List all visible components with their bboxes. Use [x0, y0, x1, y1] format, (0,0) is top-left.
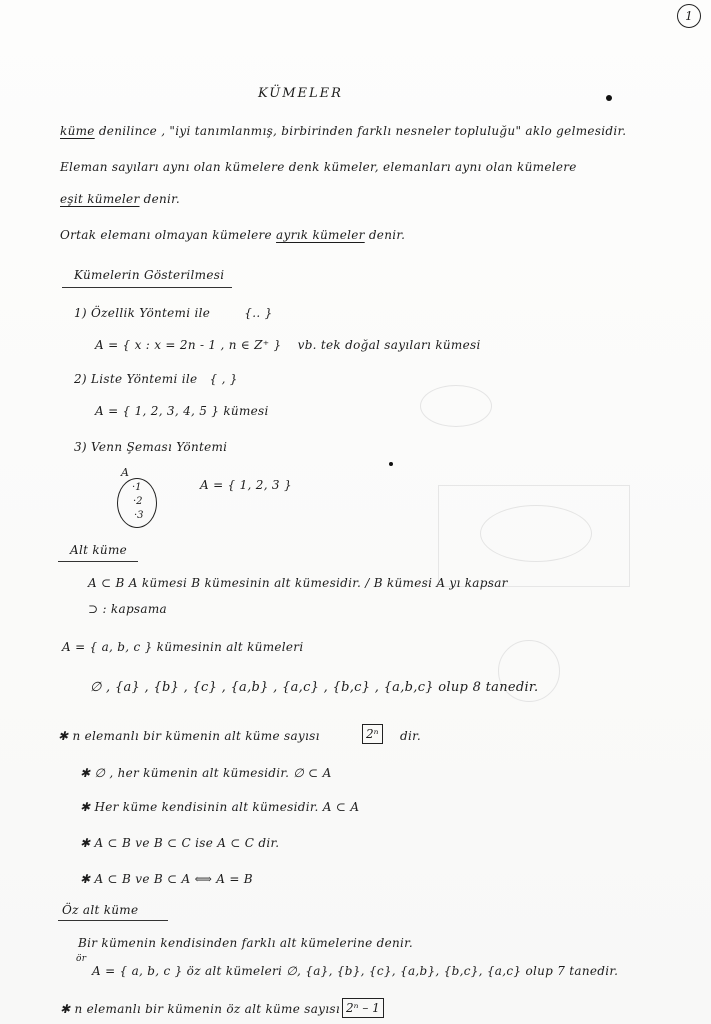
method2-line	[74, 372, 238, 386]
proper-subset-example: A = { a, b, c } öz alt kümeleri ∅, {a}, {b}, {c}, {a,b}, {b,c}, {a,c} olup 7 tanedir.	[92, 964, 619, 978]
definition-line	[60, 124, 626, 138]
method2-braces: { , }	[209, 372, 238, 386]
page-title: KÜMELER	[258, 86, 343, 101]
subset-definition: A ⊂ B A kümesi B kümesinin alt kümesidir. / B kümesi A yı kapsar	[88, 576, 508, 590]
rule-subset-count-suffix: dir.	[400, 729, 421, 743]
section-proper-subset: Öz alt küme	[62, 903, 139, 917]
rule-subset-count-text: ✱ n elemanlı bir kümenin alt küme sayısı	[58, 729, 320, 743]
rule-self-subset: ✱ Her küme kendisinin alt kümesidir. A ⊂ A	[80, 800, 360, 814]
definition-text: denilince , "iyi tanımlanmış, birbirinden farklı nesneler topluluğu" aklo gelmesidir.	[98, 124, 627, 138]
proper-subset-definition: Bir kümenin kendisinden farklı alt kümelerine denir.	[78, 936, 414, 950]
section-underline	[58, 920, 168, 921]
rule-empty-set: ✱ ∅ , her kümenin alt kümesidir. ∅ ⊂ A	[80, 766, 332, 780]
venn-element: ·3	[134, 510, 144, 521]
venn-element: ·1	[132, 482, 142, 493]
section-underline	[58, 561, 138, 562]
venn-element: ·2	[133, 496, 143, 507]
contains-notation: ⊃ : kapsama	[88, 602, 167, 616]
proper-count-formula: 2ⁿ – 1	[342, 998, 384, 1018]
bleed-through-ellipse	[480, 505, 592, 562]
disjoint-prefix: Ortak elemanı olmayan kümelere	[60, 228, 272, 242]
method3-line: 3) Venn Şeması Yöntemi	[74, 440, 228, 454]
definition-term: küme	[60, 124, 95, 138]
subset-count-formula: 2ⁿ	[362, 724, 383, 744]
venn-set-name: A	[121, 466, 129, 479]
proper-example-mark: ör	[76, 954, 87, 964]
method1-set: A = { x : x = 2n - 1 , n ∈ Z⁺ }	[95, 338, 282, 352]
section-representation: Kümelerin Gösterilmesi	[74, 268, 225, 282]
method2-example: A = { 1, 2, 3, 4, 5 } kümesi	[95, 404, 269, 418]
bleed-through-oval	[420, 385, 492, 427]
method1-braces: {.. }	[244, 306, 273, 320]
venn-notation: A = { 1, 2, 3 }	[200, 478, 292, 492]
method2-label: 2) Liste Yöntemi ile	[74, 372, 198, 386]
method1-label: 1) Özellik Yöntemi ile	[74, 306, 211, 320]
rule-transitive: ✱ A ⊂ B ve B ⊂ C ise A ⊂ C dir.	[80, 836, 280, 850]
method1-desc: vb. tek doğal sayıları kümesi	[297, 338, 481, 352]
equal-sets-line	[60, 192, 180, 206]
section-subset: Alt küme	[70, 543, 128, 557]
rule-subset-count	[58, 729, 320, 743]
equivalent-sets-line: Eleman sayıları aynı olan kümelere denk kümeler, elemanları aynı olan kümelere	[60, 160, 577, 174]
equal-sets-term: eşit kümeler	[60, 192, 140, 206]
ink-dot	[389, 462, 393, 466]
ink-dot	[606, 95, 612, 101]
rule-proper-count: ✱ n elemanlı bir kümenin öz alt küme sayısı	[60, 1002, 340, 1016]
method1-example	[95, 338, 481, 352]
page-number: 1	[677, 4, 701, 28]
equal-sets-suffix: denir.	[143, 192, 181, 206]
section-underline	[62, 287, 232, 288]
method1-line	[74, 306, 273, 320]
subset-list: ∅ , {a} , {b} , {c} , {a,b} , {a,c} , {b,c} , {a,b,c} olup 8 tanedir.	[90, 680, 539, 695]
disjoint-term: ayrık kümeler	[276, 228, 365, 242]
rule-equality: ✱ A ⊂ B ve B ⊂ A ⟺ A = B	[80, 872, 253, 886]
subset-example: A = { a, b, c } kümesinin alt kümeleri	[62, 640, 304, 654]
disjoint-sets-line	[60, 228, 405, 242]
disjoint-suffix: denir.	[368, 228, 406, 242]
